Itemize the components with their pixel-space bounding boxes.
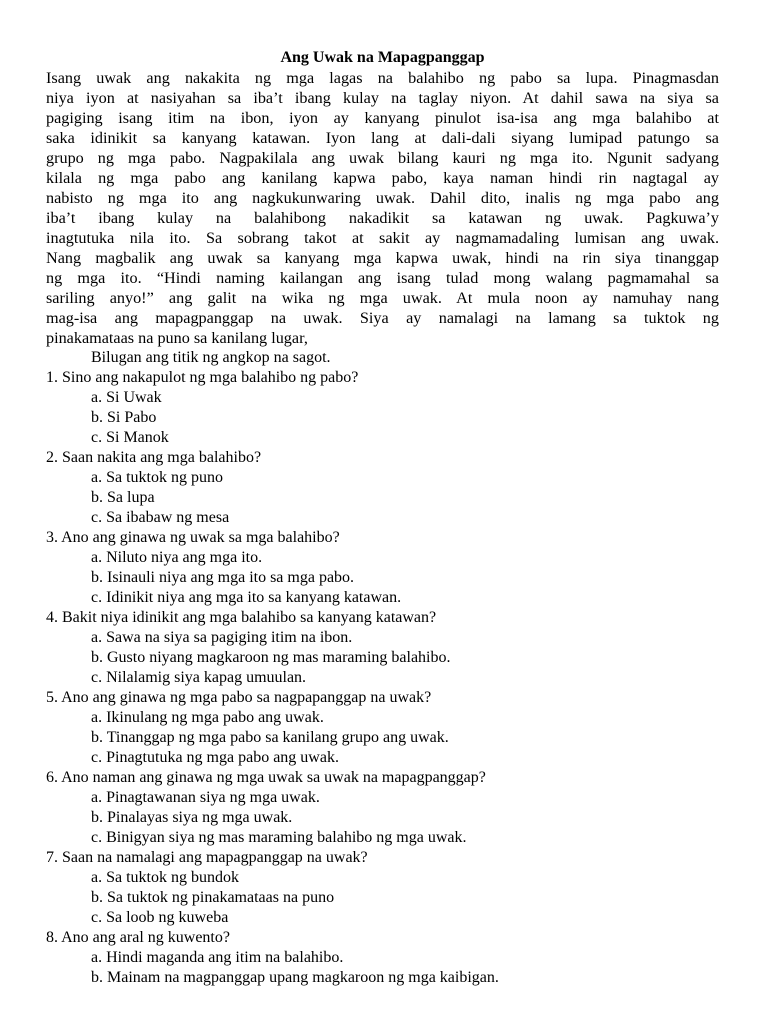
story-line: pinakamataas na puno sa kanilang lugar, (46, 329, 308, 347)
question-item (46, 608, 719, 688)
question-item (46, 688, 719, 768)
story-title: Ang Uwak na Mapagpanggap (280, 49, 485, 66)
question-text: Saan nakita ang mga balahibo? (62, 449, 262, 466)
choice-option[interactable]: c. Sa loob ng kuweba (91, 909, 229, 926)
story-line: niya iyon at nasiyahan sa iba’t ibang kulay na taglay niyon. At dahil sawa na siya sa (46, 89, 719, 107)
choice-list (46, 868, 719, 928)
question-item (46, 528, 719, 608)
question-number: 1. (46, 369, 58, 386)
choice-list (46, 708, 719, 768)
choice-list (46, 468, 719, 528)
question-number: 8. (46, 929, 58, 946)
question-text: Ano ang ginawa ng mga pabo sa nagpapanggap na uwak? (61, 689, 432, 706)
story-line: pagiging isang itim na ibon, iyon ay kanyang pinulot isa-isa ang mga balahibo at (46, 109, 719, 127)
question-list (46, 368, 719, 988)
choice-option[interactable]: a. Pinagtawanan siya ng mga uwak. (91, 789, 320, 806)
story-line: mag-isa ang mapagpanggap na uwak. Siya ay namalagi na lamang sa tuktok ng (46, 309, 719, 327)
choice-option[interactable]: a. Ikinulang ng mga pabo ang uwak. (91, 709, 324, 726)
question-text: Sino ang nakapulot ng mga balahibo ng pabo? (62, 369, 359, 386)
choice-option[interactable]: c. Si Manok (91, 429, 169, 446)
story-line: nabisto ng mga ito ang nagkukunwaring uwak. Dahil dito, inalis ng mga pabo ang (46, 189, 719, 207)
question-text: Ano naman ang ginawa ng mga uwak sa uwak na mapagpanggap? (61, 769, 486, 786)
choice-option[interactable]: b. Gusto niyang magkaroon ng mas maraming balahibo. (91, 649, 451, 666)
choice-option[interactable]: c. Idinikit niya ang mga ito sa kanyang katawan. (91, 589, 402, 606)
story-line: ng mga ito. “Hindi naming kailangan ang isang tulad mong walang pagmamahal sa (46, 269, 719, 287)
choice-option[interactable]: b. Sa tuktok ng pinakamataas na puno (91, 889, 335, 906)
choice-option[interactable]: b. Tinanggap ng mga pabo sa kanilang grupo ang uwak. (91, 729, 449, 746)
choice-option[interactable]: c. Sa ibabaw ng mesa (91, 509, 230, 526)
story-line: inagtutuka nila ito. Sa sobrang takot at sakit ay nagmamadaling lumisan ang uwak. (46, 229, 719, 247)
choice-list (46, 388, 719, 448)
choice-option[interactable]: c. Pinagtutuka ng mga pabo ang uwak. (91, 749, 339, 766)
question-item (46, 928, 719, 988)
choice-option[interactable]: c. Binigyan siya ng mas maraming balahibo ng mga uwak. (91, 829, 467, 846)
question-text: Saan na namalagi ang mapagpanggap na uwak? (62, 849, 368, 866)
choice-option[interactable]: a. Niluto niya ang mga ito. (91, 549, 263, 566)
question-text: Ano ang ginawa ng uwak sa mga balahibo? (61, 529, 340, 546)
question-item (46, 768, 719, 848)
choice-option[interactable]: b. Si Pabo (91, 409, 157, 426)
question-number: 3. (46, 529, 58, 546)
choice-option[interactable]: b. Isinauli niya ang mga ito sa mga pabo. (91, 569, 355, 586)
choice-list (46, 548, 719, 608)
instruction-text: Bilugan ang titik ng angkop na sagot. (91, 349, 331, 366)
story-line: saka idinikit sa kanyang katawan. Iyon lang at dali-dali siyang lumipad patungo sa (46, 129, 719, 147)
story-line: sariling anyo!” ang galit na wika ng mga uwak. At mula noon ay namuhay nang (46, 289, 719, 307)
question-item (46, 848, 719, 928)
choice-option[interactable]: c. Nilalamig siya kapag umuulan. (91, 669, 307, 686)
choice-option[interactable]: a. Sawa na siya sa pagiging itim na ibon. (91, 629, 353, 646)
story-line: Isang uwak ang nakakita ng mga lagas na balahibo ng pabo sa lupa. Pinagmasdan (46, 69, 719, 87)
choice-option[interactable]: a. Si Uwak (91, 389, 162, 406)
choice-option[interactable]: a. Sa tuktok ng puno (91, 469, 223, 486)
choice-option[interactable]: a. Hindi maganda ang itim na balahibo. (91, 949, 344, 966)
question-item (46, 368, 719, 448)
choice-list (46, 948, 719, 988)
choice-list (46, 788, 719, 848)
story-line: grupo ng mga pabo. Nagpakilala ang uwak bilang kauri ng mga ito. Ngunit sadyang (46, 149, 719, 167)
choice-option[interactable]: b. Pinalayas siya ng mga uwak. (91, 809, 293, 826)
question-number: 6. (46, 769, 58, 786)
story-line: iba’t ibang kulay na balahibong nakadikit sa katawan ng uwak. Pagkuwa’y (46, 209, 719, 227)
question-number: 7. (46, 849, 58, 866)
choice-option[interactable]: b. Sa lupa (91, 489, 155, 506)
story-line: kilala ng mga pabo ang kanilang kapwa pabo, kaya naman hindi rin nagtagal ay (46, 169, 719, 187)
story-paragraph (46, 68, 719, 348)
question-text: Ano ang aral ng kuwento? (61, 929, 230, 946)
question-number: 2. (46, 449, 58, 466)
choice-option[interactable]: a. Sa tuktok ng bundok (91, 869, 239, 886)
choice-list (46, 628, 719, 688)
question-number: 4. (46, 609, 58, 626)
question-text: Bakit niya idinikit ang mga balahibo sa kanyang katawan? (62, 609, 437, 626)
story-line: Nang magbalik ang uwak sa kanyang mga kapwa uwak, hindi na rin siya tinanggap (46, 249, 719, 267)
question-item (46, 448, 719, 528)
choice-option[interactable]: b. Mainam na magpanggap upang magkaroon ng mga kaibigan. (91, 969, 499, 986)
question-number: 5. (46, 689, 58, 706)
